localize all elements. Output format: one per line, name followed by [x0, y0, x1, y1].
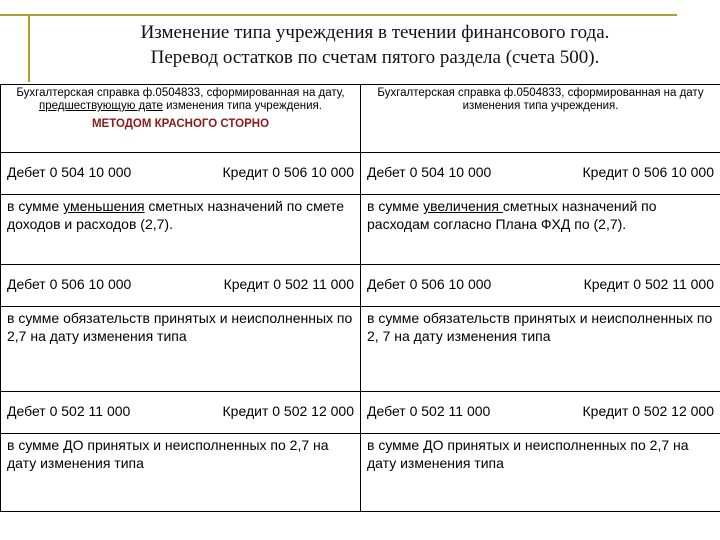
debit-label: Дебет 0 506 10 000 — [367, 276, 492, 292]
header-left-tail: изменения типа учреждения. — [162, 100, 322, 112]
credit-label: Кредит 0 502 11 000 — [223, 276, 354, 292]
credit-label: Кредит 0 502 12 000 — [582, 403, 714, 419]
header-left-cell — [1, 85, 361, 153]
description-cell-left: в сумме обязательств принятых и неисполненных по 2,7 на дату изменения типа — [1, 307, 361, 392]
header-right-text: Бухгалтерская справка ф.0504833, сформированная на дату изменения типа учреждения. — [377, 87, 704, 112]
credit-label: Кредит 0 502 12 000 — [222, 403, 354, 419]
description-cell-right: в сумме обязательств принятых и неисполненных по 2, 7 на дату изменения типа — [361, 307, 720, 392]
desc-text: в сумме — [7, 198, 64, 214]
description-cell-left — [1, 195, 361, 265]
entry-cell-right — [361, 392, 720, 434]
table-row — [1, 265, 720, 307]
table-row — [1, 195, 720, 265]
header-right-cell — [361, 85, 720, 153]
entry-cell-left — [1, 153, 361, 195]
header-left-underlined: предшествующую дате — [39, 100, 163, 112]
debit-label: Дебет 0 506 10 000 — [7, 276, 132, 292]
table-row — [1, 434, 720, 512]
method-label: МЕТОДОМ КРАСНОГО СТОРНО — [91, 118, 270, 130]
debit-label: Дебет 0 504 10 000 — [7, 164, 132, 180]
description-cell-right — [361, 195, 720, 265]
desc-underlined: уменьшения — [63, 198, 145, 214]
desc-text: сметных назначений по смете доходов и расходов (2,7). — [7, 198, 345, 232]
debit-label: Дебет 0 502 11 000 — [7, 403, 131, 419]
desc-text: в сумме — [367, 198, 424, 214]
slide-title — [30, 20, 720, 70]
credit-label: Кредит 0 502 11 000 — [583, 276, 714, 292]
entry-cell-right — [361, 265, 720, 307]
description-cell-right: в сумме ДО принятых и неисполненных по 2,7 на дату изменения типа — [361, 434, 720, 512]
title-line-2: Перевод остатков по счетам пятого раздела (счета 500). — [150, 47, 600, 68]
debit-label: Дебет 0 502 11 000 — [367, 403, 491, 419]
description-cell-left: в сумме ДО принятых и неисполненных по 2,7 на дату изменения типа — [1, 434, 361, 512]
entry-cell-left — [1, 265, 361, 307]
header-left-text: Бухгалтерская справка ф.0504833, сформированная на дату, — [16, 87, 345, 99]
table-header-row — [1, 85, 720, 153]
credit-label: Кредит 0 506 10 000 — [582, 164, 714, 180]
credit-label: Кредит 0 506 10 000 — [222, 164, 354, 180]
table-row — [1, 392, 720, 434]
entry-cell-left — [1, 392, 361, 434]
title-line-1: Изменение типа учреждения в течении финансового года. — [140, 22, 610, 43]
table-row — [1, 153, 720, 195]
debit-label: Дебет 0 504 10 000 — [367, 164, 492, 180]
accounting-table — [0, 84, 720, 512]
desc-text: сметных назначений по расходам согласно Плана ФХД по (2,7). — [367, 198, 657, 232]
entry-cell-right — [361, 153, 720, 195]
table-row — [1, 307, 720, 392]
desc-underlined: увеличения — [423, 198, 503, 214]
decorative-top-line — [0, 14, 677, 16]
